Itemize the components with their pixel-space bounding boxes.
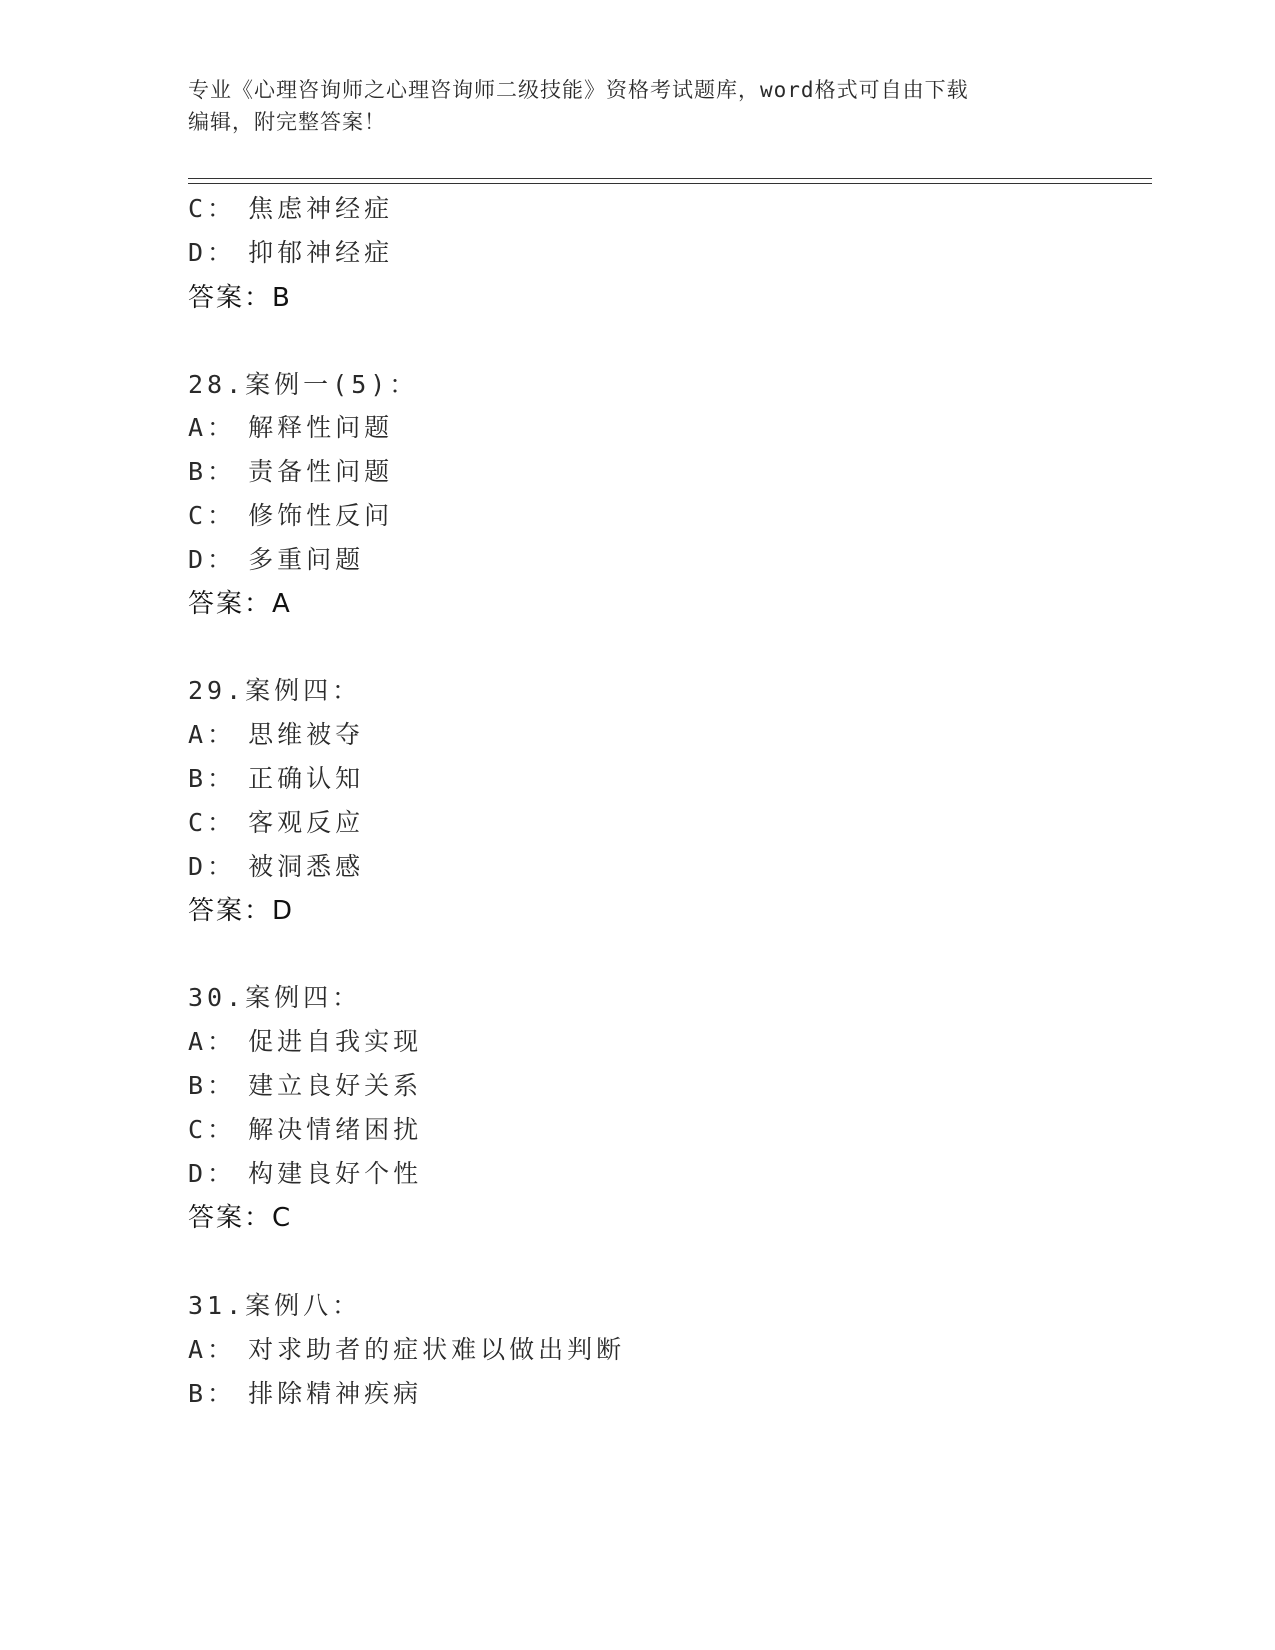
- option-line: [188, 194, 393, 224]
- answer-value: A: [272, 589, 292, 619]
- answer-value: C: [272, 1203, 293, 1233]
- option-text: 解释性问题: [248, 413, 394, 442]
- answer-line: [188, 589, 292, 619]
- answer-label: 答案：: [188, 1203, 273, 1233]
- option-line: [188, 764, 364, 794]
- option-line: [188, 720, 364, 750]
- question-line: [188, 676, 361, 706]
- option-line: [188, 501, 393, 531]
- question-line: [188, 983, 361, 1013]
- option-text: 焦虑神经症: [248, 194, 394, 223]
- option-key: B：: [188, 764, 237, 793]
- option-line: [188, 1379, 422, 1409]
- option-text: 责备性问题: [248, 457, 394, 486]
- header-divider-top: [188, 178, 1152, 179]
- option-key: C：: [188, 1115, 237, 1144]
- option-text: 多重问题: [248, 545, 365, 574]
- option-text: 对求助者的症状难以做出判断: [248, 1335, 626, 1364]
- option-key: A：: [188, 1335, 237, 1364]
- question-text: 案例八：: [245, 1291, 362, 1320]
- answer-line: [188, 283, 292, 313]
- question-text: 案例四：: [245, 676, 362, 705]
- option-line: [188, 852, 364, 882]
- option-text: 思维被夺: [248, 720, 365, 749]
- answer-value: D: [272, 896, 295, 926]
- header-line-2: 编辑，附完整答案！: [188, 110, 386, 134]
- option-text: 修饰性反问: [248, 501, 394, 530]
- option-key: A：: [188, 720, 237, 749]
- option-text: 被洞悉感: [248, 852, 365, 881]
- document-header: [188, 74, 1088, 138]
- question-number: 31.: [188, 1291, 246, 1320]
- option-text: 促进自我实现: [248, 1027, 423, 1056]
- question-text: 案例四：: [245, 983, 362, 1012]
- option-line: [188, 457, 393, 487]
- option-key: C：: [188, 808, 237, 837]
- option-line: [188, 238, 393, 268]
- option-key: B：: [188, 457, 237, 486]
- option-key: B：: [188, 1071, 237, 1100]
- option-line: [188, 1027, 422, 1057]
- answer-label: 答案：: [188, 896, 273, 926]
- answer-line: [188, 896, 294, 926]
- option-line: [188, 1115, 422, 1145]
- option-text: 构建良好个性: [248, 1159, 423, 1188]
- option-key: D：: [188, 852, 237, 881]
- option-line: [188, 545, 364, 575]
- option-key: A：: [188, 1027, 237, 1056]
- question-line: [188, 1291, 361, 1321]
- option-key: C：: [188, 194, 237, 223]
- option-line: [188, 808, 364, 838]
- option-key: D：: [188, 238, 237, 267]
- header-line-1: 专业《心理咨询师之心理咨询师二级技能》资格考试题库，word格式可自由下载: [188, 78, 969, 102]
- answer-label: 答案：: [188, 589, 273, 619]
- question-number: 28.: [188, 370, 246, 399]
- option-text: 抑郁神经症: [248, 238, 394, 267]
- answer-label: 答案：: [188, 283, 273, 313]
- question-text: 案例一(5)：: [245, 370, 419, 399]
- option-text: 排除精神疾病: [248, 1379, 423, 1408]
- option-key: D：: [188, 545, 237, 574]
- option-text: 建立良好关系: [248, 1071, 423, 1100]
- option-key: A：: [188, 413, 237, 442]
- option-line: [188, 413, 393, 443]
- question-number: 29.: [188, 676, 246, 705]
- option-text: 正确认知: [248, 764, 365, 793]
- option-line: [188, 1335, 625, 1365]
- question-line: [188, 370, 418, 400]
- header-divider-bottom: [188, 183, 1152, 184]
- option-text: 客观反应: [248, 808, 365, 837]
- option-key: C：: [188, 501, 237, 530]
- option-key: B：: [188, 1379, 237, 1408]
- answer-line: [188, 1203, 292, 1233]
- answer-value: B: [272, 283, 292, 313]
- option-key: D：: [188, 1159, 237, 1188]
- option-line: [188, 1071, 422, 1101]
- option-line: [188, 1159, 422, 1189]
- option-text: 解决情绪困扰: [248, 1115, 423, 1144]
- question-number: 30.: [188, 983, 246, 1012]
